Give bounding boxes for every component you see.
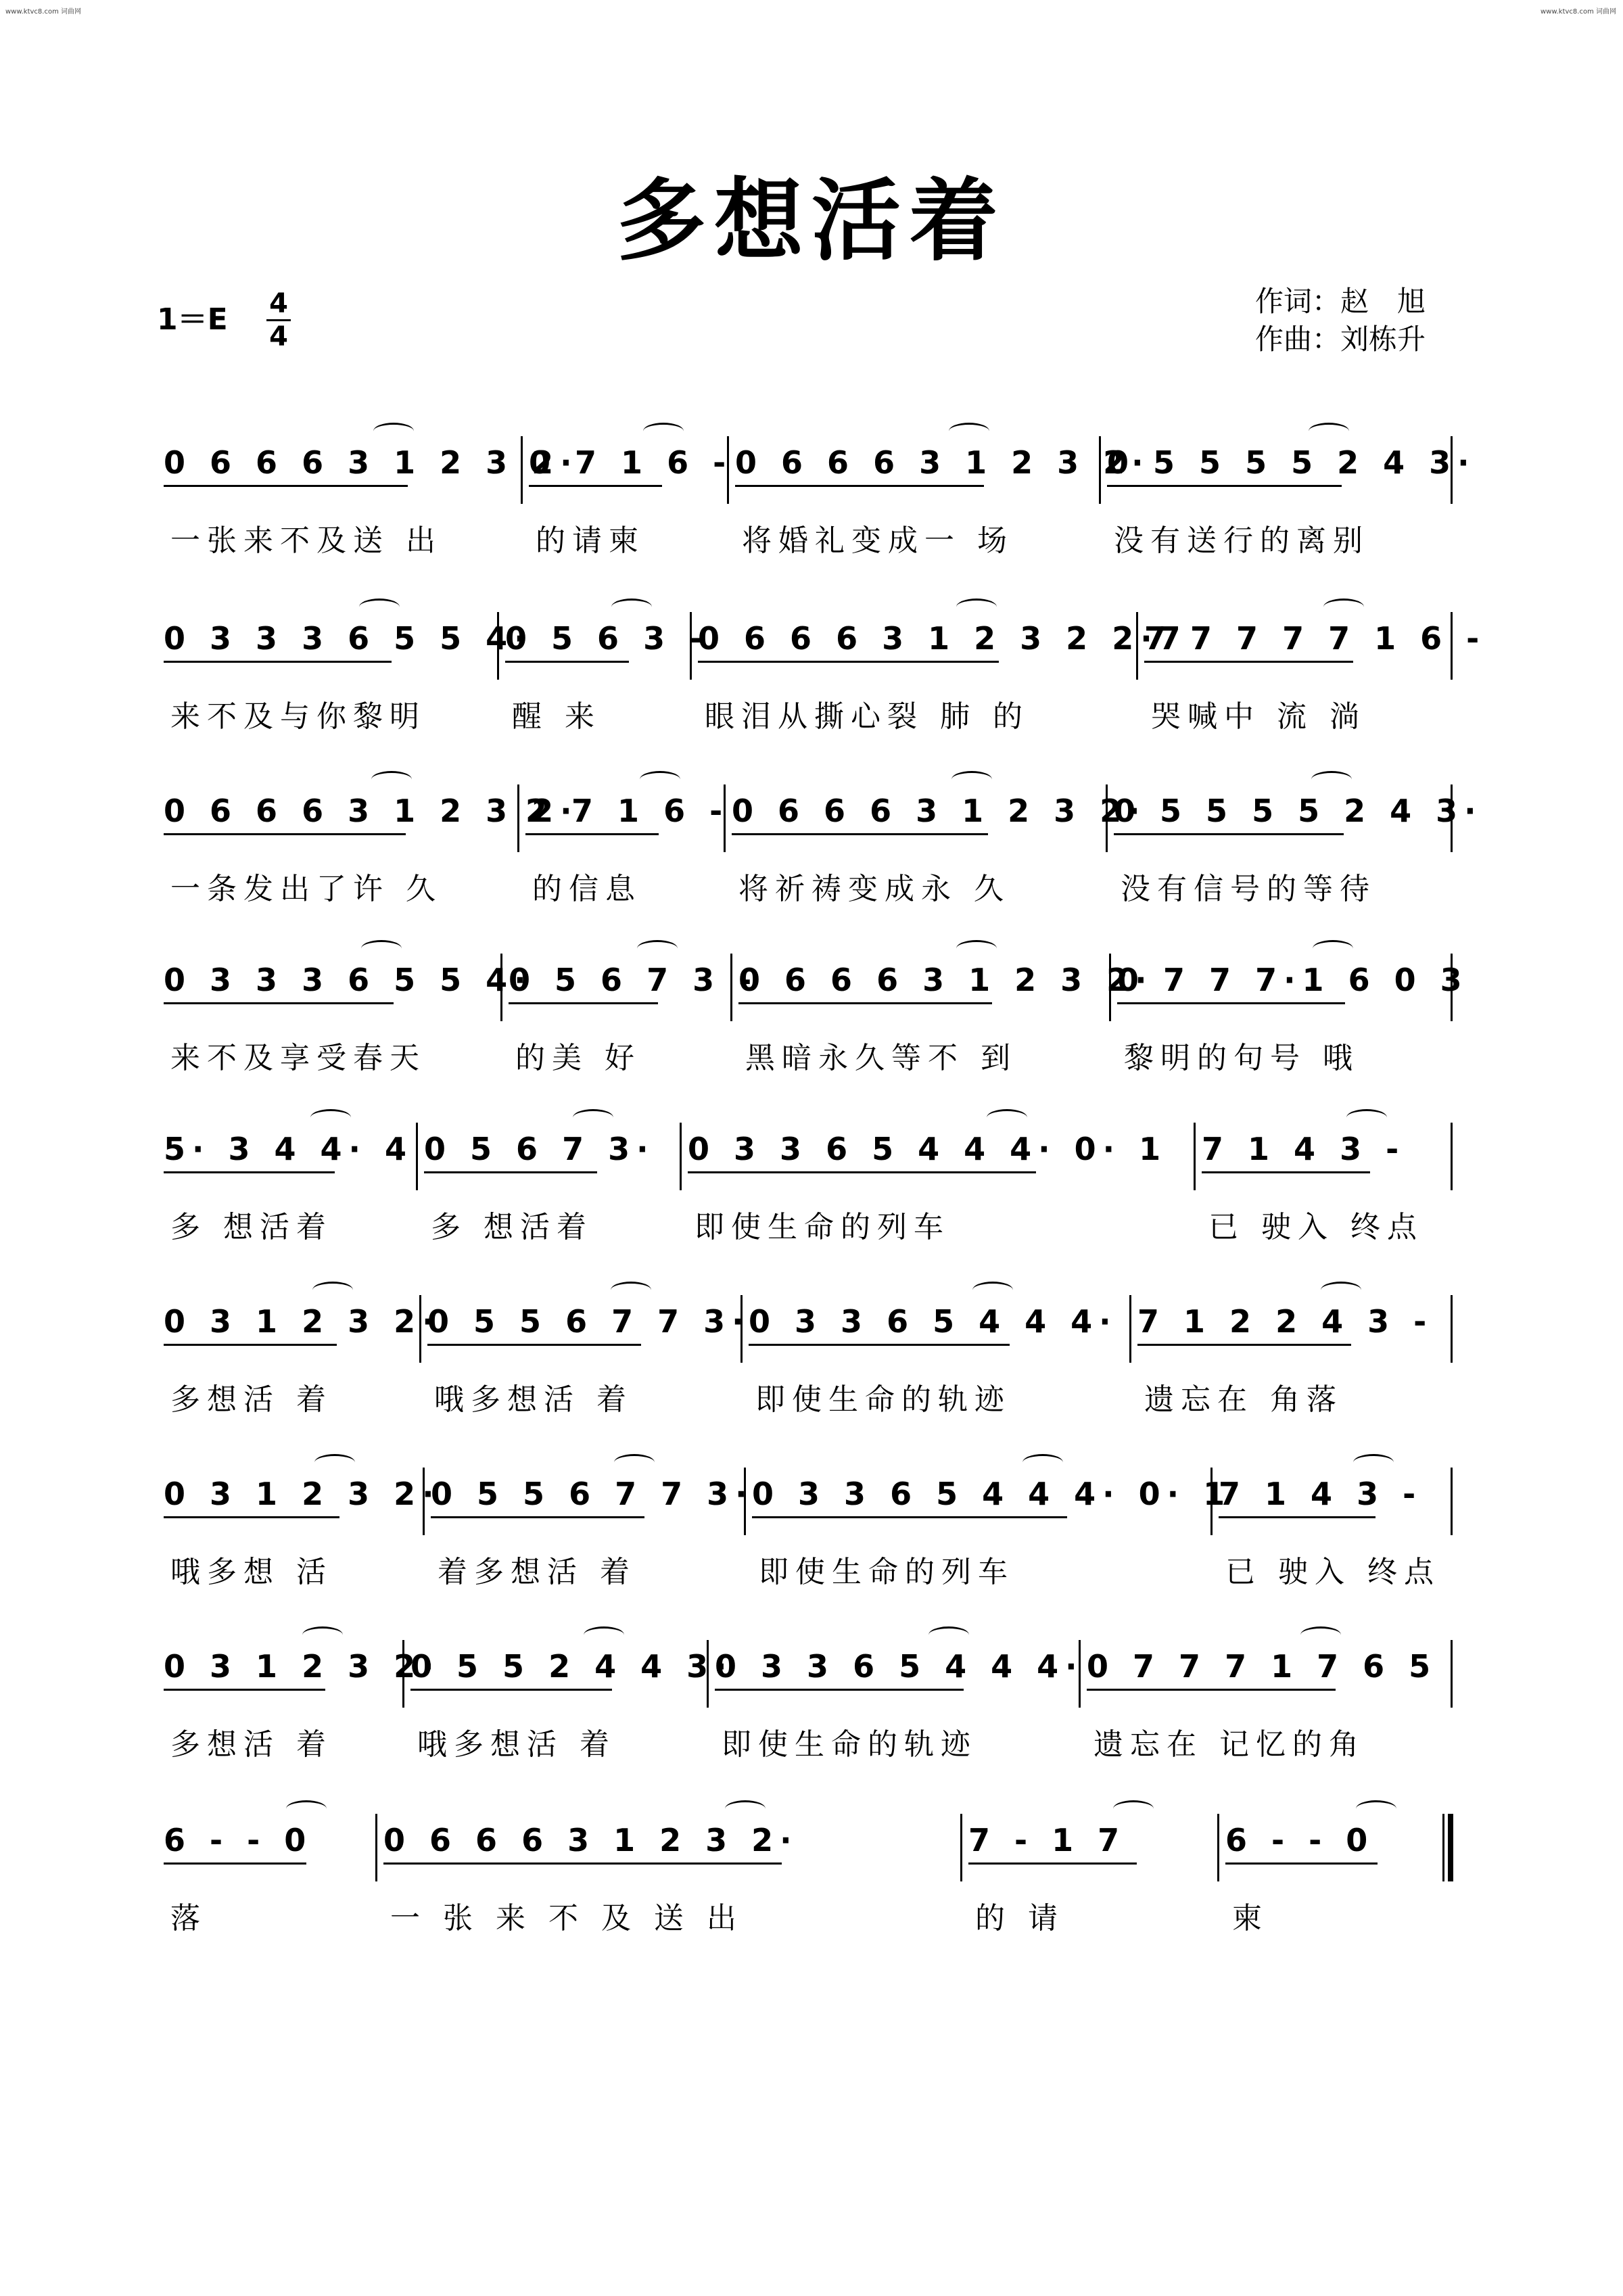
beam-underline (738, 1002, 992, 1004)
measure-notes: 0 7 7 7 1 7 6 5 (1087, 1648, 1438, 1685)
measure-lyrics: 黑暗永久等不 到 (745, 1041, 1017, 1075)
slur (1113, 1800, 1154, 1817)
slur (956, 940, 997, 957)
beam-underline (164, 485, 408, 487)
measure-lyrics: 柬 (1232, 1901, 1269, 1936)
beam-underline (164, 1689, 325, 1691)
measure-notes: 0 5 5 6 7 7 3· (427, 1303, 751, 1340)
slur (314, 1454, 355, 1471)
site-watermark-right: www.ktvc8.com 词曲网 (1540, 8, 1616, 16)
beam-underline (735, 485, 984, 487)
measure-lyrics: 将祈祷变成永 久 (738, 872, 1010, 906)
score-line (0, 1468, 1623, 1623)
beam-underline (410, 1689, 612, 1691)
beam-underline (1107, 485, 1342, 487)
measure-notes: 0 5 6 3 - (505, 620, 709, 657)
slur (1300, 1626, 1341, 1643)
barline (1194, 1123, 1196, 1190)
site-watermark-left: www.ktvc8.com 词曲网 (5, 8, 82, 16)
slur (611, 1282, 651, 1298)
slur (1346, 1109, 1387, 1126)
score-line (0, 436, 1623, 592)
beam-underline (1114, 833, 1344, 835)
song-title: 多想活着 (617, 168, 1006, 273)
measure-notes: 0 3 1 2 3 2· (164, 1303, 441, 1340)
slur (359, 599, 400, 615)
beam-underline (1087, 1689, 1336, 1691)
time-signature-bottom: 4 (269, 321, 288, 352)
measure-notes: 7 - 1 7 (968, 1822, 1127, 1858)
beam-underline (1137, 1344, 1351, 1346)
measure-lyrics: 的请柬 (536, 523, 645, 558)
measure-notes: 0 5 6 7 3· (424, 1131, 655, 1167)
final-barline (1442, 1814, 1452, 1881)
barline (1451, 1295, 1453, 1363)
slur (956, 599, 997, 615)
measure-lyrics: 落 (170, 1901, 207, 1936)
slur (1323, 599, 1364, 615)
measure-lyrics: 哦多想活 着 (434, 1382, 633, 1417)
measure-lyrics: 已 驶入 终点 (1208, 1210, 1424, 1244)
measure-notes: 0 5 6 7 3 - (509, 962, 759, 998)
beam-underline (427, 1344, 641, 1346)
lyricist-credit: 作词：赵 旭 (1255, 285, 1426, 318)
beam-underline (1144, 661, 1353, 663)
barline (1217, 1814, 1219, 1881)
beam-underline (968, 1862, 1137, 1865)
beam-underline (424, 1171, 597, 1173)
beam-underline (164, 1002, 394, 1004)
beam-underline (1219, 1516, 1375, 1518)
measure-notes: 0 3 3 6 5 4 4 4· 0· 1 (688, 1131, 1168, 1167)
beam-underline (164, 1862, 306, 1865)
slur (951, 771, 992, 788)
beam-underline (164, 661, 392, 663)
slur (373, 423, 414, 440)
barline (375, 1814, 377, 1881)
slur (584, 1626, 624, 1643)
measure-notes: 0 3 1 2 3 2· (164, 1476, 441, 1512)
measure-lyrics: 黎明的句号 哦 (1124, 1041, 1359, 1075)
score-line (0, 1814, 1623, 1969)
measure-lyrics: 的 请 (975, 1901, 1064, 1936)
slur (1356, 1800, 1396, 1817)
barline (960, 1814, 962, 1881)
beam-underline (1117, 1002, 1345, 1004)
slur (640, 771, 680, 788)
measure-notes: 0 5 5 6 7 7 3· (431, 1476, 754, 1512)
beam-underline (715, 1689, 964, 1691)
beam-underline (525, 833, 659, 835)
measure-notes: 7 7 7 7 7 1 6 - (1144, 620, 1486, 657)
measure-notes: 0 3 3 3 6 5 5 4· (164, 962, 533, 998)
slur (1321, 1282, 1361, 1298)
key-signature: 1＝E (157, 302, 228, 337)
measure-lyrics: 多 想活着 (431, 1210, 593, 1244)
measure-notes: 5· 3 4 4· 4 (164, 1131, 414, 1167)
measure-notes: 7 1 4 3 - (1219, 1476, 1423, 1512)
measure-lyrics: 多想活 着 (170, 1727, 333, 1762)
measure-lyrics: 多 想活着 (170, 1210, 333, 1244)
measure-lyrics: 醒 来 (512, 699, 601, 734)
measure-lyrics: 即使生命的列车 (759, 1555, 1014, 1589)
slur (643, 423, 684, 440)
measure-notes: 6 - - 0 (1225, 1822, 1375, 1858)
measure-lyrics: 哦多想 活 (170, 1555, 333, 1589)
measure-lyrics: 一张来不及送 出 (170, 523, 442, 558)
measure-lyrics: 遗忘在 记忆的角 (1093, 1727, 1365, 1762)
measure-lyrics: 的信息 (532, 872, 642, 906)
measure-lyrics: 来不及与你黎明 (170, 699, 426, 734)
beam-underline (164, 833, 406, 835)
barline (1129, 1295, 1131, 1363)
time-signature (264, 288, 293, 352)
final-barline-thin (1442, 1814, 1444, 1881)
beam-underline (1202, 1171, 1370, 1173)
beam-underline (431, 1516, 644, 1518)
measure-lyrics: 一 张 来 不 及 送 出 (390, 1901, 743, 1936)
slur (573, 1109, 613, 1126)
measure-notes: 0 6 6 6 3 1 2 3 2· (735, 444, 1150, 481)
time-signature-top: 4 (269, 288, 288, 319)
score-line (0, 612, 1623, 768)
composer-credit: 作曲：刘栋升 (1255, 323, 1426, 356)
measure-notes: 0 6 6 6 3 1 2 3 2· (383, 1822, 799, 1858)
measure-lyrics: 哭喊中 流 淌 (1151, 699, 1366, 734)
slur (928, 1626, 969, 1643)
measure-notes: 0 6 6 6 3 1 2 3 2· (164, 793, 579, 829)
slur (1313, 940, 1353, 957)
slur (1309, 423, 1349, 440)
barline (1451, 1468, 1453, 1535)
slur (302, 1626, 343, 1643)
slur (286, 1800, 327, 1817)
measure-notes: 0 6 6 6 3 1 2 3 2 2·7 (698, 620, 1187, 657)
slur (361, 940, 402, 957)
measure-lyrics: 即使生命的列车 (695, 1210, 950, 1244)
slur (1311, 771, 1352, 788)
measure-lyrics: 的美 好 (515, 1041, 641, 1075)
measure-lyrics: 多想活 着 (170, 1382, 333, 1417)
measure-notes: 0 5 5 2 4 4 3· (410, 1648, 734, 1685)
measure-notes: 0 3 1 2 3 2· (164, 1648, 441, 1685)
beam-underline (732, 833, 988, 835)
measure-notes: 0 6 6 6 3 1 2 3 2· (732, 793, 1147, 829)
slur (637, 940, 678, 957)
beam-underline (1225, 1862, 1378, 1865)
slur (614, 1454, 655, 1471)
beam-underline (505, 661, 629, 663)
beam-underline (164, 1344, 337, 1346)
beam-underline (509, 1002, 658, 1004)
beam-underline (749, 1344, 1010, 1346)
score-line (0, 1123, 1623, 1278)
beam-underline (752, 1516, 1067, 1518)
measure-notes: 0 6 6 6 3 1 2 3 2· (164, 444, 579, 481)
slur (987, 1109, 1027, 1126)
measure-notes: 0 6 6 6 3 1 2 3 2· (738, 962, 1154, 998)
slur (371, 771, 412, 788)
measure-notes: 7 1 2 2 4 3 - (1137, 1303, 1434, 1340)
measure-lyrics: 没有送行的离别 (1114, 523, 1369, 558)
barline (1451, 1123, 1453, 1190)
score-line (0, 1295, 1623, 1451)
measure-lyrics: 来不及享受春天 (170, 1041, 426, 1075)
measure-notes: 0 5 5 5 5 2 4 3· (1114, 793, 1483, 829)
score-line (0, 954, 1623, 1109)
measure-notes: 7 1 4 3 - (1202, 1131, 1406, 1167)
measure-notes: 0 3 3 6 5 4 4 4· (715, 1648, 1084, 1685)
slur (312, 1282, 353, 1298)
measure-lyrics: 着多想活 着 (438, 1555, 636, 1589)
measure-notes: 0 5 5 5 5 2 4 3· (1107, 444, 1476, 481)
score-line (0, 1640, 1623, 1796)
beam-underline (688, 1171, 1036, 1173)
final-barline-thick (1448, 1814, 1453, 1881)
measure-lyrics: 即使生命的轨迹 (722, 1727, 977, 1762)
measure-notes: 0 3 3 3 6 5 5 4· (164, 620, 533, 657)
beam-underline (383, 1862, 782, 1865)
barline (1451, 1640, 1453, 1708)
measure-notes: 0 3 3 6 5 4 4 4· 0· 1 (752, 1476, 1232, 1512)
slur (310, 1109, 351, 1126)
measure-lyrics: 一条发出了许 久 (170, 872, 442, 906)
credits (1255, 283, 1426, 358)
slur (1353, 1454, 1394, 1471)
beam-underline (164, 1516, 339, 1518)
slur (972, 1282, 1013, 1298)
barline (416, 1123, 418, 1190)
barline (680, 1123, 682, 1190)
measure-lyrics: 将婚礼变成一 场 (742, 523, 1014, 558)
beam-underline (698, 661, 999, 663)
measure-lyrics: 已 驶入 终点 (1225, 1555, 1440, 1589)
beam-underline (164, 1171, 335, 1173)
measure-lyrics: 遗忘在 角落 (1144, 1382, 1343, 1417)
measure-notes: 2 7 1 6 - (525, 793, 730, 829)
beam-underline (529, 485, 662, 487)
slur (1022, 1454, 1063, 1471)
measure-notes: 0 7 1 6 - (529, 444, 733, 481)
measure-lyrics: 即使生命的轨迹 (755, 1382, 1011, 1417)
slur (725, 1800, 766, 1817)
measure-notes: 0 7 7 7·1 6 0 3 (1117, 962, 1469, 998)
slur (611, 599, 652, 615)
measure-lyrics: 眼泪从撕心裂 肺 的 (705, 699, 1029, 734)
score-line (0, 784, 1623, 940)
measure-notes: 0 3 3 6 5 4 4 4· (749, 1303, 1118, 1340)
measure-lyrics: 没有信号的等待 (1121, 872, 1376, 906)
slur (949, 423, 989, 440)
measure-lyrics: 哦多想活 着 (417, 1727, 616, 1762)
measure-notes: 6 - - 0 (164, 1822, 313, 1858)
